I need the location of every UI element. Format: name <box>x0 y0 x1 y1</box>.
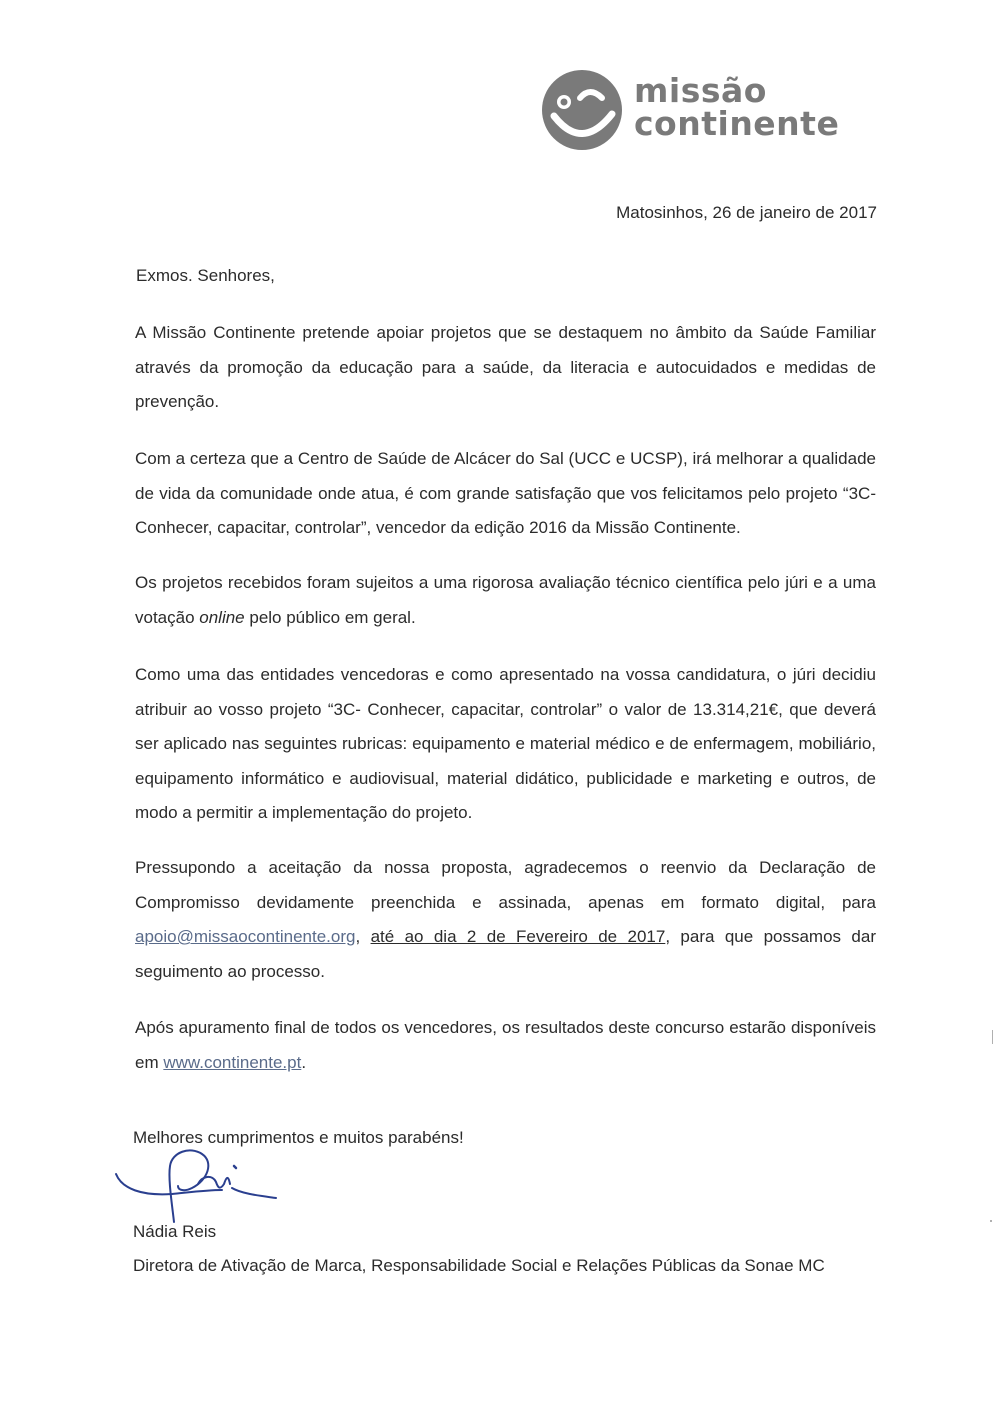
paragraph-results-period: . <box>301 1052 307 1072</box>
paragraph-declaration <box>135 851 876 989</box>
paragraph-evaluation-text-1: Os projetos recebidos foram sujeitos a uma rigorosa avaliação técnico científica pelo júri e a uma votação <box>135 573 876 627</box>
website-link[interactable]: www.continente.pt <box>163 1052 302 1072</box>
logo-wordmark <box>634 71 840 143</box>
letter-date: Matosinhos, 26 de janeiro de 2017 <box>616 203 877 222</box>
paragraph-results <box>135 1011 876 1080</box>
logo-line-2: continente <box>634 104 840 143</box>
signer-title: Diretora de Ativação de Marca, Responsabilidade Social e Relações Públicas da Sonae MC <box>133 1256 825 1275</box>
paragraph-intro: A Missão Continente pretende apoiar projetos que se destaquem no âmbito da Saúde Familiar através da promoção da educação para a saúde, da literacia e autocuidados e medidas de prevenção. <box>135 323 876 411</box>
handwritten-signature <box>112 1144 282 1224</box>
paragraph-declaration-text-2: , para que possamos dar seguimento ao processo. <box>135 927 876 981</box>
paragraph-declaration-comma: , <box>355 927 371 946</box>
email-link[interactable]: apoio@missaocontinente.org <box>135 927 356 946</box>
paragraph-declaration-text-1: Pressupondo a aceitação da nossa proposta, agradecemos o reenvio da Declaração de Compromisso devidamente preenchida e assinada, apenas em formato digital, para <box>135 858 876 912</box>
smiley-logo-icon <box>540 68 624 152</box>
deadline-underlined: até ao dia 2 de Fevereiro de 2017 <box>370 927 666 946</box>
paragraph-evaluation-text-2: pelo público em geral. <box>244 607 416 627</box>
closing-line: Melhores cumprimentos e muitos parabéns! <box>133 1128 464 1147</box>
paragraph-evaluation <box>135 566 876 635</box>
scan-speck <box>992 1030 993 1044</box>
missao-continente-logo <box>540 66 860 156</box>
online-italic-word: online <box>199 607 245 627</box>
paragraph-results-text-1: Após apuramento final de todos os vencedores, os resultados deste concurso estarão disponíveis em <box>135 1018 876 1072</box>
scan-speck <box>990 1220 992 1222</box>
signer-name: Nádia Reis <box>133 1222 217 1241</box>
logo-line-1: missão <box>634 71 767 110</box>
letter-greeting: Exmos. Senhores, <box>136 266 275 285</box>
paragraph-congratulations: Com a certeza que a Centro de Saúde de Alcácer do Sal (UCC e UCSP), irá melhorar a qualidade de vida da comunidade onde atua, é com grande satisfação que vos felicitamos pelo projeto “3C- Conhecer, capacitar, controlar”, vencedor da edição 2016 da Missão Continente. <box>135 449 876 537</box>
paragraph-award: Como uma das entidades vencedoras e como apresentado na vossa candidatura, o júri decidiu atribuir ao vosso projeto “3C- Conhecer, capacitar, controlar” o valor de 13.314,21€, que deverá ser aplicado nas seguintes rubricas: equipamento e material médico e de enfermagem, mobiliário, equipamento informático e audiovisual, material didático, publicidade e marketing e outros, de modo a permitir a implementação do projeto. <box>135 665 876 822</box>
